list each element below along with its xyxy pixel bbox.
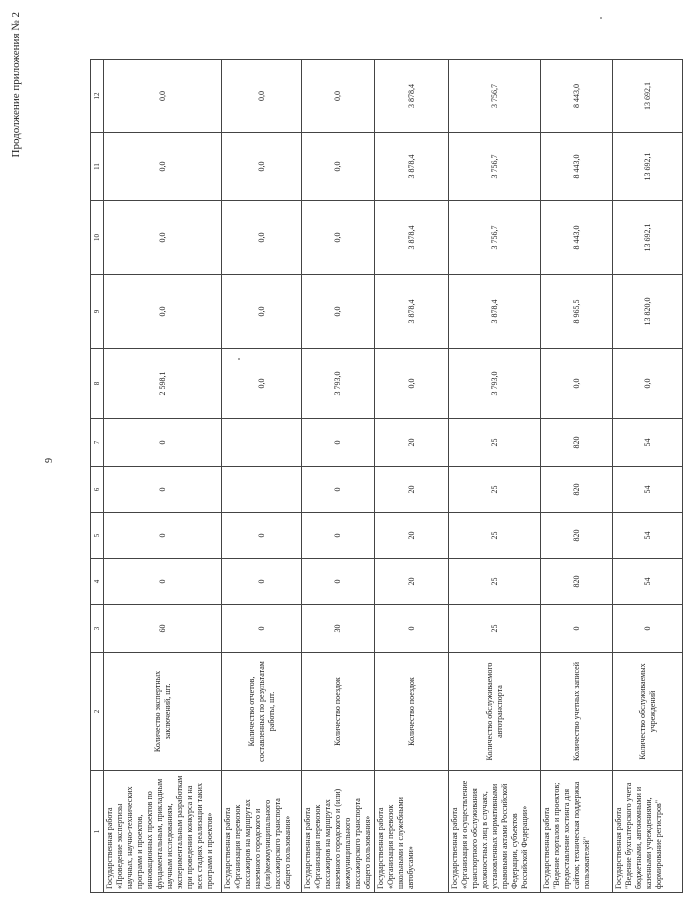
value-cell: 0,0	[302, 60, 375, 133]
work-name-cell: Государственная работа «Организация перевозок пассажиров на маршрутах наземного городского и (или) межмуниципального пассажирского транспорта общего пользования»	[302, 771, 375, 893]
value-cell: 25	[449, 513, 541, 559]
value-cell: 13 820,0	[613, 275, 683, 349]
value-cell: 3 878,4	[449, 275, 541, 349]
column-number: 6	[91, 467, 104, 513]
value-cell: 0	[302, 419, 375, 467]
value-cell: 2 598,1	[104, 349, 222, 419]
indicator-cell: Количество обслуживаемого автотранспорта	[449, 653, 541, 771]
work-name-cell: Государственная работа "Ведение порталов и проектов; предоставление хостинга для сайтов; техническая поддержка пользователей"	[541, 771, 613, 893]
value-cell: 0,0	[375, 349, 449, 419]
value-cell: 0,0	[104, 133, 222, 201]
value-cell: 8 443,0	[541, 60, 613, 133]
value-cell: 820	[541, 513, 613, 559]
column-number: 7	[91, 419, 104, 467]
column-number: 2	[91, 653, 104, 771]
value-cell: 3 756,7	[449, 133, 541, 201]
work-name-cell: Государственная работа «Организация и осуществление транспортного обслуживания должностных лиц в случаях, установленных нормативными правовыми актами Российской Федерации, субъектов Российской Федерации»	[449, 771, 541, 893]
work-name-cell: Государственная работа «Проведение экспертизы научных, научно-технических программ и проектов, инновационных проектов по фундаментальным, прикладным научным исследованиям, экспериментальным разработкам при проведении конкурса и на всех стадиях реализации таких программ и проектов»	[104, 771, 222, 893]
value-cell: 8 443,0	[541, 133, 613, 201]
column-number: 8	[91, 349, 104, 419]
value-cell: 25	[449, 467, 541, 513]
value-cell: 3 793,0	[302, 349, 375, 419]
value-cell: 60	[104, 605, 222, 653]
column-number-row	[91, 60, 104, 893]
value-cell: 3 756,7	[449, 60, 541, 133]
value-cell: 25	[449, 605, 541, 653]
value-cell: 0,0	[104, 60, 222, 133]
scan-speck	[238, 358, 240, 360]
value-cell: 0	[613, 605, 683, 653]
indicator-cell: Количество экспертных заключений, шт.	[104, 653, 222, 771]
table-row	[302, 60, 375, 893]
value-cell: 3 878,4	[375, 201, 449, 275]
value-cell: 0,0	[302, 275, 375, 349]
value-cell: 20	[375, 419, 449, 467]
value-cell: 20	[375, 559, 449, 605]
table-row	[375, 60, 449, 893]
value-cell: 0	[222, 513, 302, 559]
value-cell: 0,0	[302, 201, 375, 275]
value-cell: 0	[222, 559, 302, 605]
indicator-cell: Количество поездок	[302, 653, 375, 771]
value-cell: 820	[541, 419, 613, 467]
value-cell: 0	[222, 605, 302, 653]
scan-speck	[600, 17, 602, 19]
value-cell: 3 878,4	[375, 60, 449, 133]
value-cell: 54	[613, 467, 683, 513]
indicator-cell: Количество обслуживаемых учреждений	[613, 653, 683, 771]
appendix-label: Продолжение приложения № 2	[10, 12, 22, 158]
value-cell: 0	[104, 513, 222, 559]
column-number: 10	[91, 201, 104, 275]
work-name-cell: Государственная работа «Организация перевозок пассажиров на маршрутах наземного городского и (или)межмуниципального пассажирского транспорта общего пользования»	[222, 771, 302, 893]
value-cell: 30	[302, 605, 375, 653]
value-cell: 820	[541, 467, 613, 513]
value-cell: 0,0	[613, 349, 683, 419]
value-cell: 8 965,5	[541, 275, 613, 349]
value-cell: 13 692,1	[613, 133, 683, 201]
value-cell: 0	[302, 467, 375, 513]
table-row	[541, 60, 613, 893]
value-cell: 13 692,1	[613, 201, 683, 275]
table-row	[104, 60, 222, 893]
column-number: 9	[91, 275, 104, 349]
value-cell: 8 443,0	[541, 201, 613, 275]
value-cell	[222, 419, 302, 467]
value-cell: 0,0	[222, 201, 302, 275]
value-cell: 13 692,1	[613, 60, 683, 133]
table-row	[222, 60, 302, 893]
value-cell: 3 878,4	[375, 133, 449, 201]
value-cell: 54	[613, 419, 683, 467]
value-cell: 0	[302, 559, 375, 605]
value-cell: 0	[375, 605, 449, 653]
column-number: 5	[91, 513, 104, 559]
value-cell: 0	[104, 467, 222, 513]
column-number: 1	[91, 771, 104, 893]
value-cell: 820	[541, 559, 613, 605]
indicator-cell: Количество отчетов, составленных по результатам работы, шт.	[222, 653, 302, 771]
column-number: 4	[91, 559, 104, 605]
value-cell: 0	[302, 513, 375, 559]
work-name-cell: Государственная работа «Организация перевозок школьными и служебными автобусами»	[375, 771, 449, 893]
table-row	[613, 60, 683, 893]
value-cell: 0,0	[541, 349, 613, 419]
value-cell: 3 793,0	[449, 349, 541, 419]
value-cell: 54	[613, 513, 683, 559]
value-cell	[222, 467, 302, 513]
column-number: 12	[91, 60, 104, 133]
column-number: 11	[91, 133, 104, 201]
value-cell: 0,0	[104, 201, 222, 275]
value-cell: 0	[541, 605, 613, 653]
value-cell: 0,0	[222, 60, 302, 133]
value-cell: 20	[375, 513, 449, 559]
indicator-cell: Количество поездок	[375, 653, 449, 771]
value-cell: 0,0	[302, 133, 375, 201]
column-number: 3	[91, 605, 104, 653]
value-cell: 54	[613, 559, 683, 605]
value-cell: 20	[375, 467, 449, 513]
value-cell: 0,0	[222, 275, 302, 349]
value-cell: 3 756,7	[449, 201, 541, 275]
value-cell: 0,0	[222, 349, 302, 419]
work-name-cell: Государственная работа "Ведение бухгалтерского учета бюджетными, автономными и казенными учреждениями, формирование регистров"	[613, 771, 683, 893]
page-number: 9	[44, 458, 55, 463]
value-cell: 0	[104, 559, 222, 605]
budget-table	[90, 59, 683, 893]
value-cell: 0,0	[222, 133, 302, 201]
value-cell: 25	[449, 559, 541, 605]
indicator-cell: Количество учетных записей	[541, 653, 613, 771]
value-cell: 25	[449, 419, 541, 467]
table-row	[449, 60, 541, 893]
value-cell: 0,0	[104, 275, 222, 349]
value-cell: 3 878,4	[375, 275, 449, 349]
value-cell: 0	[104, 419, 222, 467]
